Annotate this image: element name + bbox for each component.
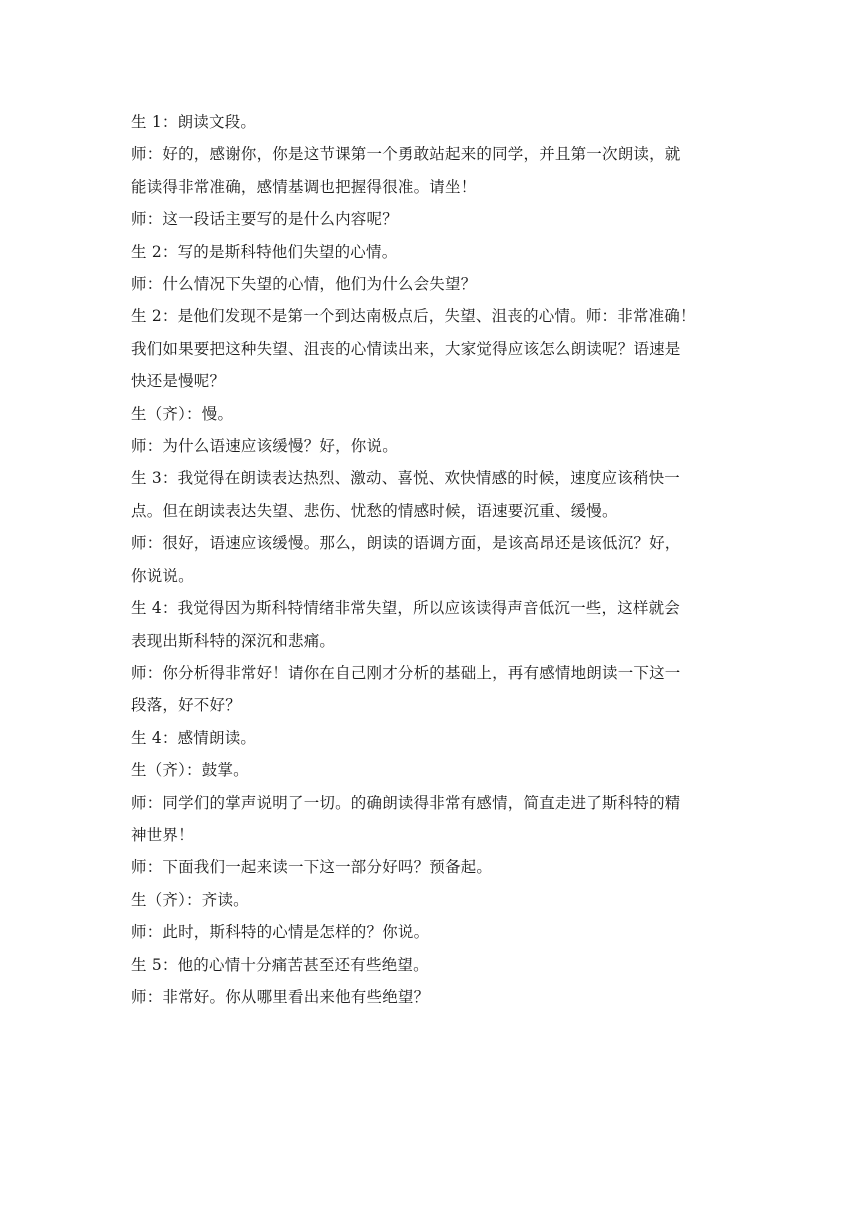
text-line: 师：什么情况下失望的心情，他们为什么会失望？ bbox=[131, 275, 477, 294]
text-line: 神世界！ bbox=[131, 825, 194, 844]
text-line: 生 4：感情朗读。 bbox=[131, 728, 257, 747]
text-line: 师：很好，语速应该缓慢。那么，朗读的语调方面，是该高昂还是该低沉？好， bbox=[131, 534, 681, 553]
text-line: 师：同学们的掌声说明了一切。的确朗读得非常有感情，简直走进了斯科特的精 bbox=[131, 793, 681, 812]
text-line: 师：为什么语速应该缓慢？好，你说。 bbox=[131, 437, 398, 456]
text-line: 生 1：朗读文段。 bbox=[131, 113, 257, 131]
text-line: 生（齐）：慢。 bbox=[131, 404, 234, 423]
text-line: 生 4：我觉得因为斯科特情绪非常失望，所以应该读得声音低沉一些，这样就会 bbox=[131, 599, 680, 618]
text-line: 我们如果要把这种失望、沮丧的心情读出来，大家觉得应该怎么朗读呢？语速是 bbox=[131, 339, 681, 358]
text-line: 点。但在朗读表达失望、悲伤、忧愁的情感时候，语速要沉重、缓慢。 bbox=[131, 501, 618, 520]
text-line: 师：你分析得非常好！请你在自己刚才分析的基础上，再有感情地朗读一下这一 bbox=[131, 663, 681, 682]
text-line: 生（齐）：鼓掌。 bbox=[131, 761, 249, 780]
text-line: 生 3：我觉得在朗读表达热烈、激动、喜悦、欢快情感的时候，速度应该稍快一 bbox=[131, 469, 680, 488]
text-line: 师：非常好。你从哪里看出来他有些绝望？ bbox=[131, 987, 430, 1006]
text-line: 生（齐）：齐读。 bbox=[131, 890, 249, 909]
text-line: 快还是慢呢？ bbox=[131, 372, 226, 391]
text-line: 表现出斯科特的深沉和悲痛。 bbox=[131, 631, 336, 650]
text-line: 你说说。 bbox=[131, 566, 194, 585]
text-line: 师：下面我们一起来读一下这一部分好吗？预备起。 bbox=[131, 858, 493, 877]
text-line: 师：好的，感谢你，你是这节课第一个勇敢站起来的同学，并且第一次朗读，就 bbox=[131, 145, 681, 164]
text-line: 生 2：写的是斯科特他们失望的心情。 bbox=[131, 242, 398, 261]
text-line: 师：此时，斯科特的心情是怎样的？你说。 bbox=[131, 923, 430, 942]
text-line: 生 5：他的心情十分痛苦甚至还有些绝望。 bbox=[131, 955, 429, 974]
text-line: 生 2：是他们发现不是第一个到达南极点后，失望、沮丧的心情。师：非常准确！ bbox=[131, 307, 696, 326]
text-line: 师：这一段话主要写的是什么内容呢？ bbox=[131, 210, 398, 229]
text-line: 能读得非常准确，感情基调也把握得很准。请坐！ bbox=[131, 177, 477, 196]
lesson-transcript bbox=[131, 106, 731, 1013]
text-line: 段落，好不好？ bbox=[131, 696, 241, 715]
